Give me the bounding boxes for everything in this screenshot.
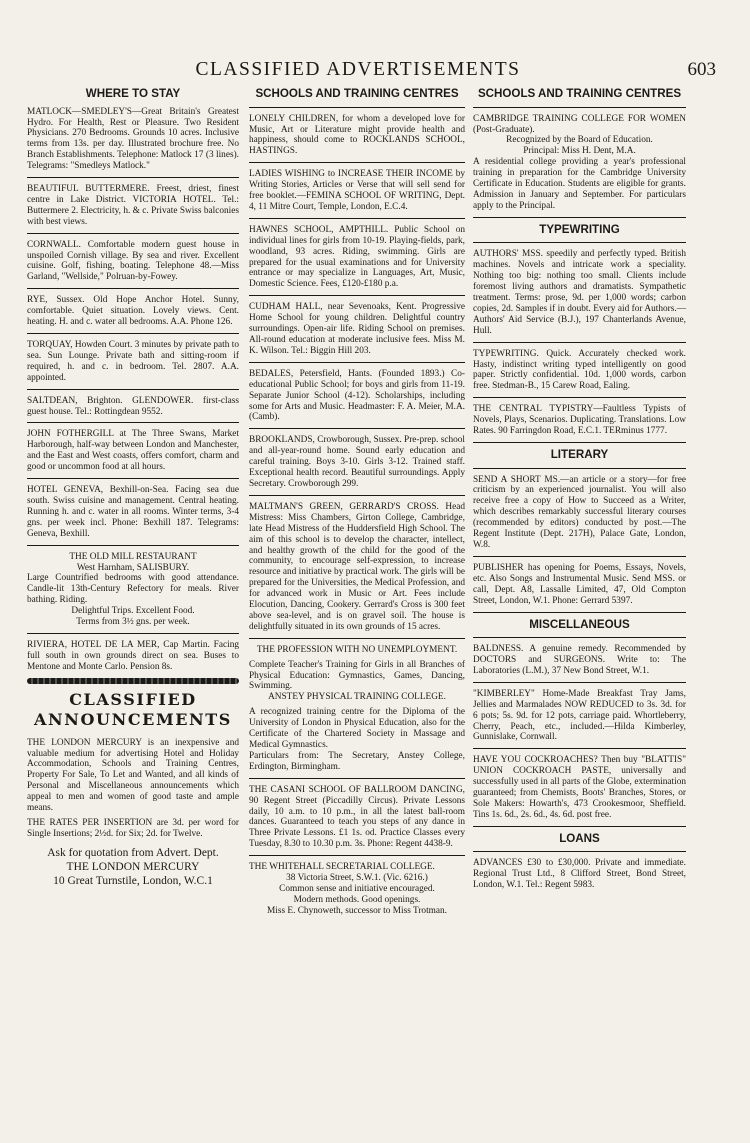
divider: [473, 217, 686, 218]
divider: [27, 478, 239, 479]
page-title: CLASSIFIED ADVERTISEMENTS: [195, 59, 521, 80]
classified-heading-line-1: CLASSIFIED: [69, 689, 197, 709]
ad-typewriting: TYPEWRITING. Quick. Accurately checked work. Hasty, indistinct writing typed intelligently on good paper. Strictly confidential. 10d. 1,000 words, carbon free. Stedman-B., 15 Carew Road, Ealing.: [473, 348, 686, 392]
ad-hawnes-school: HAWNES SCHOOL, AMPTHILL. Public School on individual lines for girls from 10-19. Playing-fields, park, woodland, 93 acres. Riding, swimming. Girls are prepared for the usual examinations and for University entrance or may specialize in Languages, Art, Music, Domestic Science. Fees, £120-£180 p.a.: [249, 224, 465, 290]
divider: [249, 778, 465, 779]
section-heading-miscellaneous: MISCELLANEOUS: [529, 617, 630, 631]
divider: [473, 397, 686, 398]
classified-address: 10 Great Turnstile, London, W.C.1: [53, 874, 213, 887]
ad-bedales: BEDALES, Petersfield, Hants. (Founded 1893.) Co-educational Public School; for boys and girls from 11-19. Separate Junior School (4-12). Scholarships, including some for Arts and Music. Headmaster: F. A. Meier, M.A. (Camb).: [249, 368, 465, 423]
ad-anstey-headline: THE PROFESSION WITH NO UNEMPLOYMENT.: [256, 644, 458, 655]
ad-anstey-college: ANSTEY PHYSICAL TRAINING COLLEGE.: [268, 692, 446, 703]
ad-cambridge-title: CAMBRIDGE TRAINING COLLEGE FOR WOMEN (Post-Graduate).: [473, 113, 686, 135]
ad-anstey-particulars: Particulars from: The Secretary, Anstey College, Erdington, Birmingham.: [249, 750, 465, 772]
ad-hotel-geneva: HOTEL GENEVA, Bexhill-on-Sea. Facing sea due south. Swiss cuisine and management. Central heating. Running h. and c. water in all rooms. Winter terms, 3-4 gns. per week incl. Phone: Bexhill 187. Telegrams: Geneva, Bexhill.: [27, 485, 239, 539]
column-middle: [249, 88, 465, 917]
divider: [249, 295, 465, 296]
ad-central-typistry: THE CENTRAL TYPISTRY—Faultless Typists of Novels, Plays, Scenarios. Duplicating. Translations. Low Rates. 90 Farringdon Road, E.C.1. TERminus 1777.: [473, 404, 686, 437]
page-header: [28, 58, 716, 82]
classified-heading-line-2: ANNOUNCEMENTS: [34, 709, 232, 729]
ad-kimberley: "KIMBERLEY" Home-Made Breakfast Tray Jams, Jellies and Marmalades NOW REDUCED to 3s. 3d. for 6 pots; 5s. 9d. for 12 pots, carriage paid. Whortleberry, Cherry, Peach, etc., included.—Hilda Kimberley, Gunnislake, Cornwall.: [473, 688, 686, 743]
ad-cudham-hall: CUDHAM HALL, near Sevenoaks, Kent. Progressive Home School for young children. Delightful country surroundings. Open-air life. Riding School on premises. All-round education at moderate inclusive fees. Miss M. K. Wilson. Tel.: Biggin Hill 203.: [249, 302, 465, 356]
divider: [473, 851, 686, 852]
ad-anstey-body: Complete Teacher's Training for Girls in all Branches of Physical Education: Gymnastics, Games, Dancing, Swimming.: [249, 659, 465, 692]
section-heading-typewriting: TYPEWRITING: [539, 222, 620, 236]
divider: [27, 422, 239, 423]
section-heading-literary: LITERARY: [550, 447, 609, 461]
ad-anstey-diploma: A recognized training centre for the Diploma of the University of London in Physical Education, also for the Certificate of the Chartered Society in Massage and Medical Gymnastics.: [249, 707, 465, 750]
divider: [473, 556, 686, 557]
divider: [27, 545, 239, 546]
ad-brooklands: BROOKLANDS, Crowborough, Sussex. Pre-prep. school and all-year-round home. Sound early education and careful training. Boys 3-10. Girls 3-12. Trained staff. Exceptional health record. Beautiful surroundings. Apply Secretary. Crowborough 299.: [249, 435, 465, 489]
ad-old-mill-terms: Terms from 3½ gns. per week.: [76, 617, 190, 628]
divider: [473, 612, 686, 613]
divider: [249, 162, 465, 163]
wavy-divider: [27, 678, 239, 684]
ad-send-short-ms: SEND A SHORT MS.—an article or a story—for free criticism by an experienced journalist. You will also receive free a copy of How to Succeed as a Writer, which describes remarkably successful literary courses (recommended by editors) conducted by post.—The Regent Institute (Dept. 217H), Palace Gate, London, W.8.: [473, 474, 686, 550]
divider: [249, 362, 465, 363]
ad-whitehall-line2: Modern methods. Good openings.: [293, 894, 421, 905]
ad-riviera: RIVIERA, HOTEL DE LA MER, Cap Martin. Facing full south in own grounds direct on sea. Buses to Mentone and Monte Carlo. Pension 8s.: [27, 639, 239, 672]
ad-old-mill-trips: Delightful Trips. Excellent Food.: [71, 606, 195, 617]
divider: [473, 637, 686, 638]
divider: [473, 468, 686, 469]
ad-casani: THE CASANI SCHOOL OF BALLROOM DANCING, 90 Regent Street (Piccadilly Circus). Private Lessons daily, 10 a.m. to 10 p.m., in all the latest ball-room dances. Guaranteed to teach you steps of any dance in Three Private Lessons. £1 1s. od. Practice Classes every Tuesday, 8.30 to 10.30 p.m. 3s. Phone: Regent 4438-9.: [249, 784, 465, 850]
column-left: [27, 88, 239, 888]
ad-advances: ADVANCES £30 to £30,000. Private and immediate. Regional Trust Ltd., 8 Clifford Street, Bond Street, London, W.1. Tel.: Regent 5983.: [473, 858, 686, 891]
section-heading-where-to-stay: WHERE TO STAY: [85, 87, 181, 100]
divider: [249, 107, 465, 108]
divider: [27, 389, 239, 390]
classified-publisher: THE LONDON MERCURY: [66, 860, 200, 873]
divider: [473, 107, 686, 108]
section-heading-schools-right: SCHOOLS AND TRAINING CENTRES: [477, 87, 682, 100]
divider: [473, 342, 686, 343]
page-number: 603: [687, 59, 716, 80]
ad-cockroaches: HAVE YOU COCKROACHES? Then buy "BLATTIS" UNION COCKROACH PASTE, universally and successfully used in all parts of the Globe, extermination guaranteed; from Chemists, Boots' Branches, Stores, or Sole Makers: Howarth's, 473 Crookesmoor, Sheffield. Tins 1s. 6d., 2s. 6d., 4s. 6d. post free.: [473, 755, 686, 820]
divider: [249, 855, 465, 856]
divider: [249, 638, 465, 639]
ad-whitehall-title: THE WHITEHALL SECRETARIAL COLLEGE.: [249, 862, 435, 873]
divider: [249, 218, 465, 219]
ad-whitehall-line3: Miss E. Chynoweth, successor to Miss Trotman.: [266, 905, 447, 916]
column-right: [473, 88, 686, 891]
section-heading-schools: SCHOOLS AND TRAINING CENTRES: [255, 87, 459, 100]
classified-intro: THE LONDON MERCURY is an inexpensive and valuable medium for advertising Hotel and Holiday Accommodation, Schools and Training Centres, Property For Sale, To Let and Wanted, and all kinds of Personal and Miscellaneous announcements which appeal to men and women of good taste and ample means.: [27, 737, 239, 814]
classified-rates: THE RATES PER INSERTION are 3d. per word for Single Insertions; 2½d. for Six; 2d. for Twelve.: [27, 818, 239, 839]
divider: [473, 826, 686, 827]
divider: [473, 682, 686, 683]
ad-baldness: BALDNESS. A genuine remedy. Recommended by DOCTORS and SURGEONS. Write to: The Laboratories (L.M.), 37 New Bond Street, W.1.: [473, 644, 686, 676]
ad-lonely-children: LONELY CHILDREN, for whom a developed love for Music, Art or Literature might provide health and happiness, should come to ROCKLANDS SCHOOL, HASTINGS.: [249, 113, 465, 157]
section-heading-loans: LOANS: [559, 831, 600, 845]
ad-buttermere: BEAUTIFUL BUTTERMERE. Freest, driest, finest centre in Lake District. VICTORIA HOTEL. Tel.: Buttermere 2. Electricity, h. & c. Private Swiss balconies with best views.: [27, 184, 239, 227]
ad-maltmans-green: MALTMAN'S GREEN, GERRARD'S CROSS. Head Mistress: Miss Chambers, Girton College, Cambridge, late Head Mistress of the Huddersfield High School. The aim of this school is to develop the character, intellect, and healthy growth of the child for the good of the community, to encourage self-expression, to increase resource and initiative by practical work. The girls will be prepared for the Universities, the Medical Profession, and for advanced work in Music or Art. Fees include Elocution, Dancing, Cookery. Gerrard's Cross is 300 feet above sea-level, and is on gravel soil. The house is delightfully situated in its own grounds of 15 acres.: [249, 501, 465, 632]
ad-whitehall-address: 38 Victoria Street, S.W.1. (Vic. 6216.): [286, 873, 428, 884]
ad-old-mill-body: Large Countrified bedrooms with good attendance. Candle-lit 13th-Century Refectory for meals. River bathing. Riding.: [27, 573, 239, 606]
divider: [27, 177, 239, 178]
ad-fothergill: JOHN FOTHERGILL at The Three Swans, Market Harborough, half-way between London and Manchester, and the East and West coasts, offers comfort, charm and good or uncommon food at all hours.: [27, 429, 239, 473]
ad-cornwall: CORNWALL. Comfortable modern guest house in unspoiled Cornish village. By sea and river. Excellent cuisine. Golf, fishing, boating. Telephone 48.—Miss Garland, "Wellside," Polruan-by-Fowey.: [27, 239, 239, 283]
divider: [27, 333, 239, 334]
divider: [249, 495, 465, 496]
ad-cambridge-recognized: Recognized by the Board of Education.: [506, 135, 653, 146]
ad-old-mill-title: THE OLD MILL RESTAURANT: [69, 551, 197, 562]
ad-whitehall-line1: Common sense and initiative encouraged.: [279, 883, 435, 894]
ad-ladies-wishing: LADIES WISHING to INCREASE THEIR INCOME by Writing Stories, Articles or Verse that will sell send for free booklet.—FEMINA SCHOOL OF WRITING, Dept. 4, 11 Mitre Court, Temple, London, E.C.4.: [249, 169, 465, 212]
ad-matlock: MATLOCK—SMEDLEY'S—Great Britain's Greatest Hydro. For Health, Rest or Pleasure. Two Resident Physicians. 270 Bedrooms. Grounds 10 acres. Inclusive terms from 13s. per day. Illustrated brochure free. No Branch Establishments. Telephone: Matlock 17 (3 lines). Telegrams: "Smedleys Matlock.": [27, 106, 239, 172]
ad-old-mill-place: West Harnham, SALISBURY.: [76, 562, 190, 573]
divider: [473, 242, 686, 243]
divider: [473, 748, 686, 749]
divider: [27, 633, 239, 634]
divider: [27, 288, 239, 289]
ad-cambridge-body: A residential college providing a year's professional training in preparation for the Cambridge University Certificate in Education. Students are eligible for grants. Admission in January and September. For particulars apply to the Principal.: [473, 157, 686, 211]
divider: [473, 442, 686, 443]
classified-ask: Ask for quotation from Advert. Dept.: [47, 846, 219, 859]
ad-rye: RYE, Sussex. Old Hope Anchor Hotel. Sunny, comfortable. Quiet situation. Lovely views. Cent. heating. H. and c. water all bedrooms. A.A. Phone 126.: [27, 295, 239, 328]
classified-announcements-heading: [27, 690, 239, 730]
ad-authors-mss: AUTHORS' MSS. speedily and perfectly typed. British machines. Novels and intricate work a speciality. Nothing too big: nothing too small. Clients include foremost living authors and dramatists. Sympathetic treatment. Terms: prose, 9d. per 1,000 words; carbon copies, 2d. Samples if in doubt. Every aid for Authors.—Authors' Aid Service (B.J.), 197 Chanterlands Avenue, Hull.: [473, 249, 686, 336]
ad-cambridge-principal: Principal: Miss H. Dent, M.A.: [523, 146, 636, 157]
divider: [27, 233, 239, 234]
divider: [249, 428, 465, 429]
ad-torquay: TORQUAY, Howden Court. 3 minutes by private path to sea. Sun Lounge. Private bath and sitting-room if required, h. and c. in bedroom. Tel. 2807. A.A. appointed.: [27, 340, 239, 383]
ad-saltdean: SALTDEAN, Brighton. GLENDOWER. first-class guest house. Tel.: Rottingdean 9552.: [27, 395, 239, 417]
ad-publisher: PUBLISHER has opening for Poems, Essays, Novels, etc. Also Songs and Instrumental Music. Send MSS. or call, Dept. A8, Lassalle Limited, 47, Old Compton Street, London, W.1. Phone: Gerrard 5397.: [473, 562, 686, 606]
